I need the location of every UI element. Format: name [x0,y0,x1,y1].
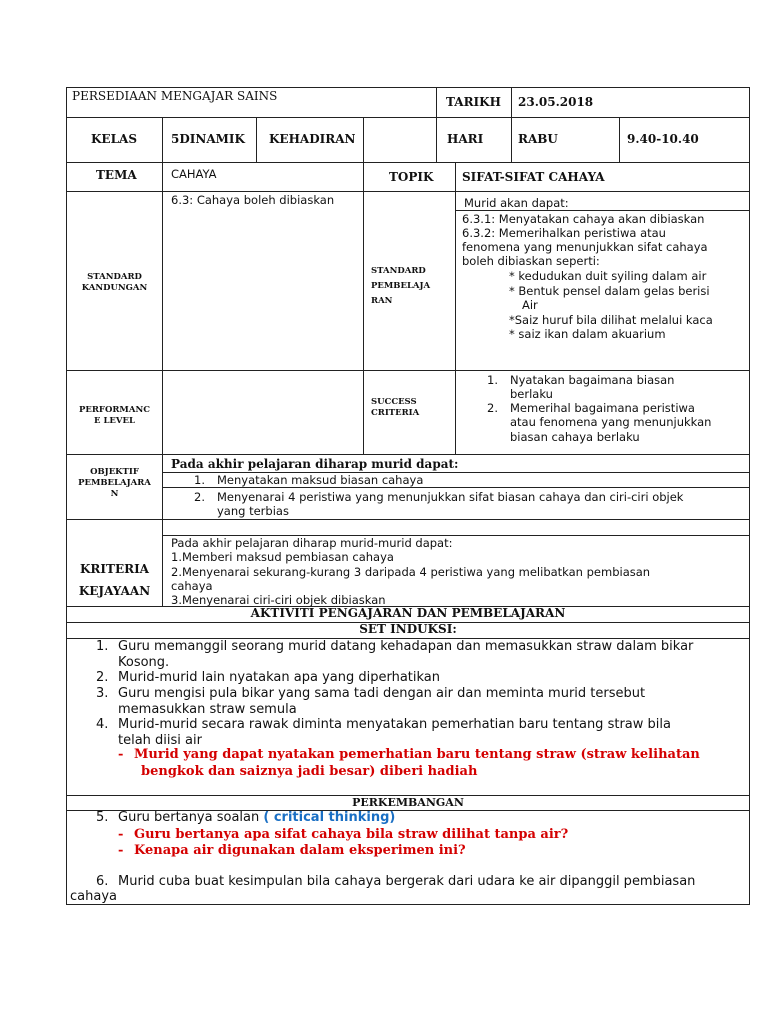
success-num: 2. [487,401,498,415]
item-text: Murid-murid secara rawak diminta menyatakan pemerhatian baru tentang straw bila [118,717,671,732]
cell-sk-value [162,191,364,371]
item-text: Guru memanggil seorang murid datang kehadapan dan memasukkan straw dalam bikar [118,639,694,654]
kelas-label: KELAS [91,132,137,146]
item-number: 1. [96,639,109,654]
success-num: 1. [487,373,498,387]
objektif-item: Menyenarai 4 peristiwa yang menunjukkan sifat biasan cahaya dan ciri-ciri objek [217,490,684,504]
question-item: Kenapa air digunakan dalam eksperimen ini? [134,843,466,858]
item-number: 3. [96,686,109,701]
sp-line: 6.3.2: Memerihalkan peristiwa atau [462,226,666,240]
tarikh-value: 23.05.2018 [518,95,594,109]
success-item: atau fenomena yang menunjukkan [510,415,712,429]
kriteria-line: cahaya [171,579,213,593]
success-item: berlaku [510,387,553,401]
critical-thinking-tag: ( critical thinking) [263,810,396,825]
tema-label: TEMA [96,168,137,182]
kriteria-line: 1.Memberi maksud pembiasan cahaya [171,550,394,564]
sk-value: 6.3: Cahaya boleh dibiaskan [171,193,335,207]
kriteria-line: Pada akhir pelajaran diharap murid-murid dapat: [171,536,453,550]
question-item: Guru bertanya apa sifat cahaya bila straw dilihat tanpa air? [134,827,569,842]
cell-kehadiran-value [363,117,437,163]
sp-line: boleh dibiaskan seperti: [462,254,600,268]
sp-example: * saiz ikan dalam akuarium [509,327,666,341]
sp-line: 6.3.1: Menyatakan cahaya akan dibiaskan [462,212,705,226]
item-6-text: cahaya [70,889,117,904]
kriteria-line: 2.Menyenarai sekurang-kurang 3 daripada 4 peristiwa yang melibatkan pembiasan [171,565,651,579]
sk-label: STANDARD KANDUNGAN [81,272,148,293]
masa-value: 9.40-10.40 [627,132,699,146]
item-number: 5. [96,810,109,825]
sp-example: Air [522,298,538,312]
sp-intro: Murid akan dapat: [464,196,569,210]
success-item: Memerihal bagaimana peristiwa [510,401,695,415]
item-text: memasukkan straw semula [118,701,297,717]
success-item: Nyatakan bagaimana biasan [510,373,675,387]
induksi-note: bengkok dan saiznya jadi besar) diberi hadiah [141,764,478,779]
tarikh-label: TARIKH [446,95,501,109]
success-item: biasan cahaya berlaku [510,430,640,444]
item-text: Kosong. [118,654,170,670]
topik-label: TOPIK [389,170,434,184]
topik-value: SIFAT-SIFAT CAHAYA [462,170,605,184]
sp-example: *Saiz huruf bila dilihat melalui kaca [509,313,713,327]
sp-example: * Bentuk pensel dalam gelas berisi [509,284,710,298]
hari-value: RABU [518,132,558,146]
kelas-value: 5DINAMIK [171,132,245,146]
item-text: telah diisi air [118,732,202,748]
question-dash: - [118,827,124,842]
aktiviti-heading: AKTIVITI PENGAJARAN DAN PEMBELAJARAN [250,606,566,620]
objektif-item: yang terbias [217,504,289,518]
objektif-item: Menyatakan maksud biasan cahaya [217,473,424,487]
objektif-num: 2. [194,490,205,504]
item-5-text [118,810,395,825]
item-6-text: Murid cuba buat kesimpulan bila cahaya bergerak dari udara ke air dipanggil pembiasan [118,874,696,889]
kriteria-label: KRITERIA KEJAYAAN [78,562,151,598]
performance-label: PERFORMANC E LEVEL [79,405,150,426]
kehadiran-label: KEHADIRAN [269,132,356,146]
item-number: 2. [96,670,109,685]
kriteria-line: 3.Menyenarai ciri-ciri objek dibiaskan [171,593,386,607]
cell-performance-value [162,370,364,455]
question-dash: - [118,843,124,858]
induksi-note: Murid yang dapat nyatakan pemerhatian baru tentang straw (straw kelihatan [134,747,700,762]
set-induksi-heading: SET INDUKSI: [359,622,457,636]
item-number: 4. [96,717,109,732]
page-title: PERSEDIAAN MENGAJAR SAINS [72,89,278,103]
success-label: SUCCESS CRITERIA [371,397,420,418]
sp-line: fenomena yang menunjukkan sifat cahaya [462,240,708,254]
hari-label: HARI [447,132,484,146]
objektif-intro: Pada akhir pelajaran diharap murid dapat: [171,457,459,471]
item-text: Murid-murid lain nyatakan apa yang diperhatikan [118,670,441,685]
item-text: Guru mengisi pula bikar yang sama tadi dengan air dan meminta murid tersebut [118,686,646,701]
sp-label: STANDARD PEMBELAJA RAN [371,266,431,306]
item-number: 6. [96,874,109,889]
sp-example: * kedudukan duit syiling dalam air [509,269,707,283]
perkembangan-heading: PERKEMBANGAN [352,796,464,809]
objektif-num: 1. [194,473,205,487]
objektif-label: OBJEKTIF PEMBELAJARA N [78,467,151,499]
induksi-dash: - [118,747,124,762]
tema-value: CAHAYA [171,167,217,181]
item-text: Guru bertanya soalan [118,810,260,825]
